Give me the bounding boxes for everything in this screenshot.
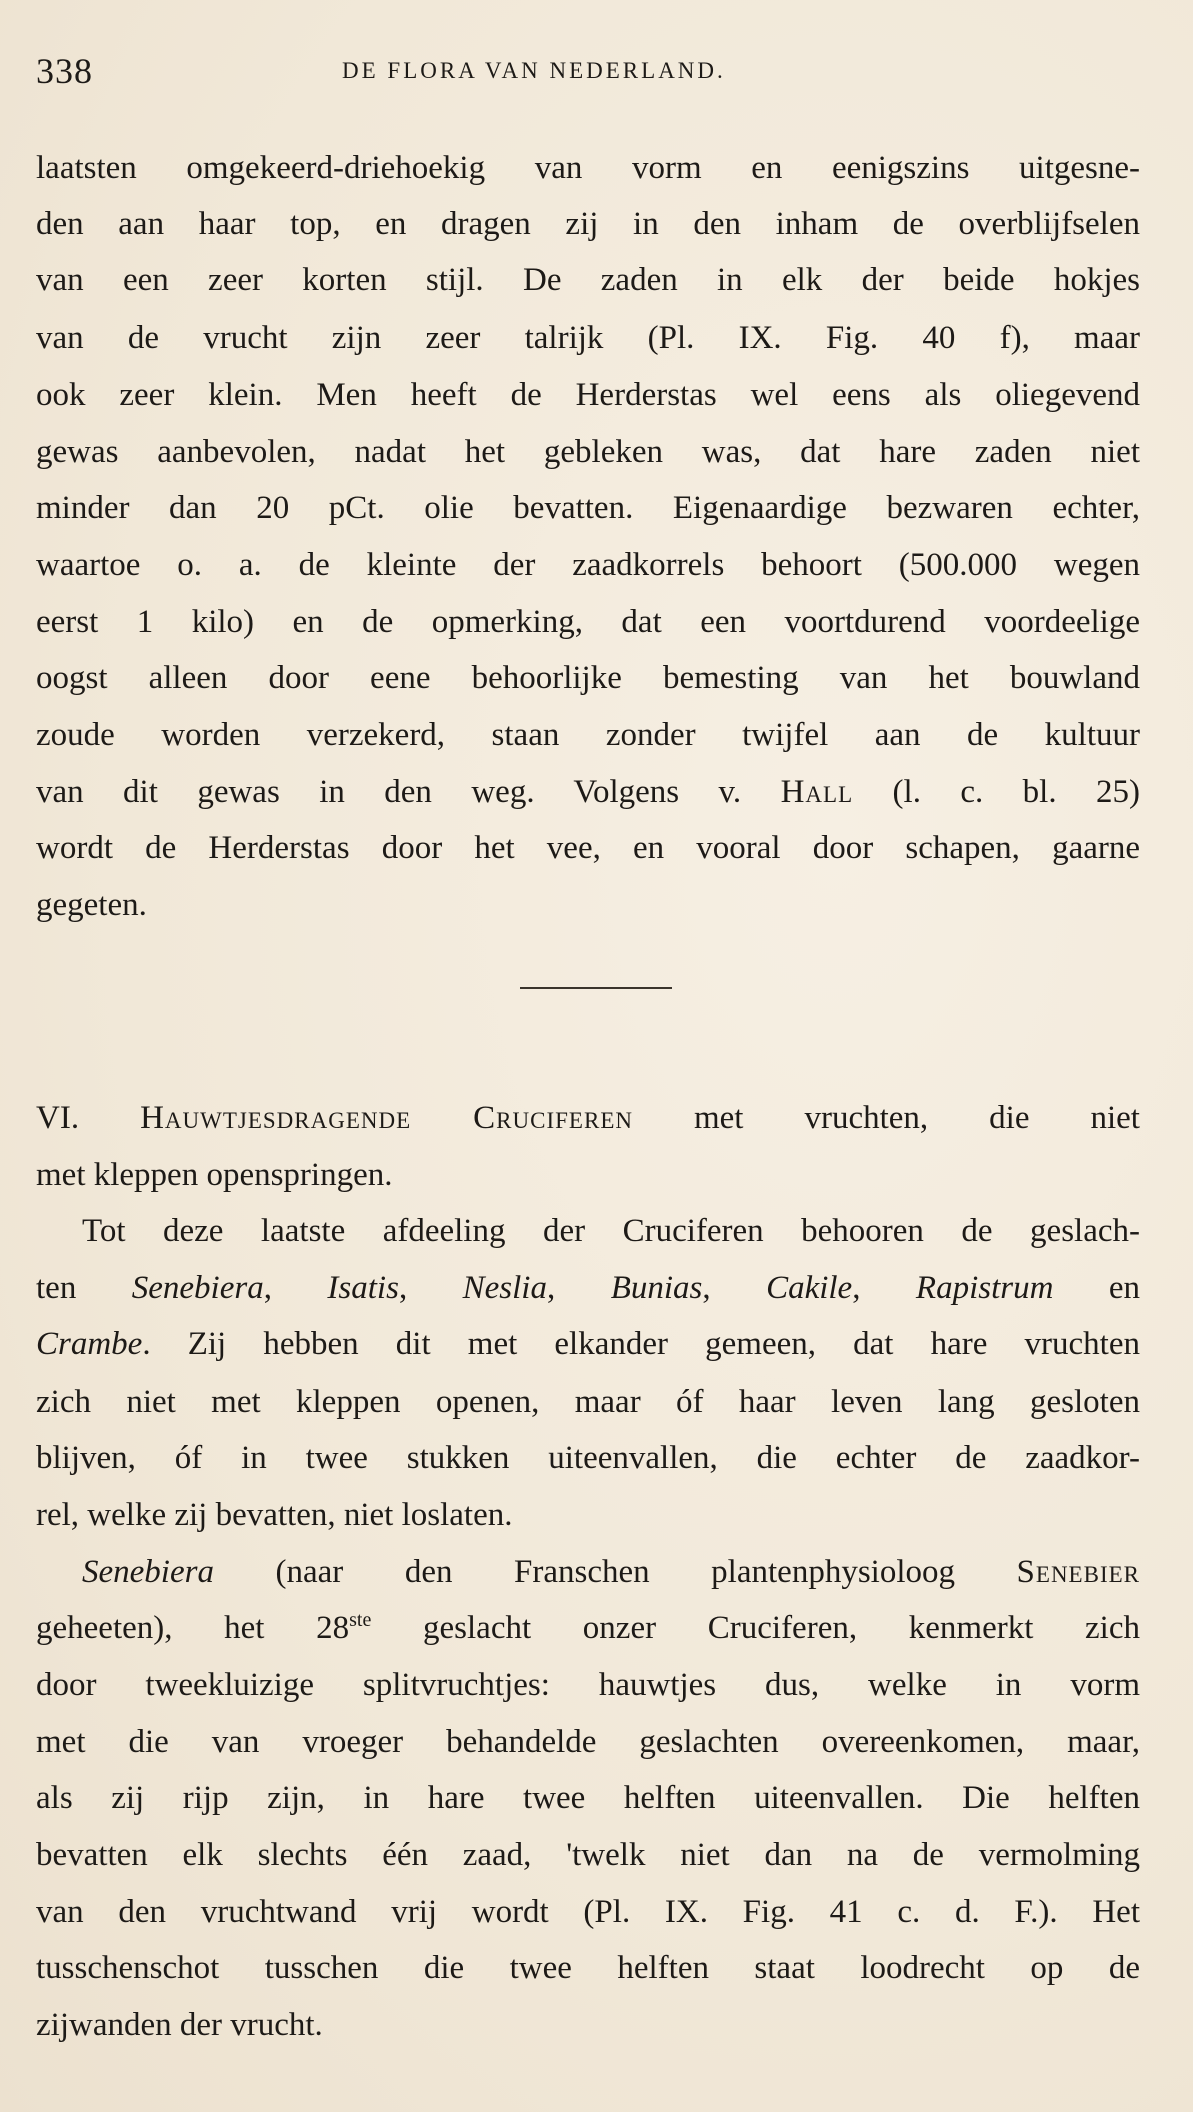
- section-divider: [520, 987, 672, 989]
- text-line: als zij rijp zijn, in hare twee helften uiteenvallen. Die helften: [36, 1780, 1140, 1816]
- text-span: (l. c. bl. 25): [853, 774, 1140, 810]
- text-span: (naar den Franschen plantenphysioloog: [213, 1554, 1017, 1590]
- text-line: oogst alleen door eene behoorlijke bemesting van het bouwland: [36, 660, 1140, 696]
- running-head: [36, 50, 1140, 100]
- genus-name: Neslia: [462, 1270, 547, 1306]
- text-line: tusschenschot tusschen die twee helften staat loodrecht op de: [36, 1950, 1140, 1986]
- genus-name: Bunias: [610, 1270, 703, 1306]
- running-title: DE FLORA VAN NEDERLAND.: [342, 58, 726, 83]
- text-span: ten: [36, 1270, 132, 1306]
- text-line: eerst 1 kilo) en de opmerking, dat een voortdurend voordeelige: [36, 604, 1140, 640]
- text-line: ten Senebiera, Isatis, Neslia, Bunias, Cakile, Rapistrum en: [36, 1270, 1141, 1306]
- ordinal-suffix: ste: [349, 1609, 372, 1631]
- text-line: met kleppen openspringen.: [36, 1157, 393, 1193]
- text-span: geslacht onzer Cruciferen, kenmerkt zich: [371, 1610, 1140, 1646]
- text-line: zijwanden der vrucht.: [36, 2007, 323, 2043]
- text-line: gewas aanbevolen, nadat het gebleken was, dat hare zaden niet: [36, 434, 1140, 470]
- genus-name: Senebiera: [131, 1270, 264, 1306]
- section-numeral: VI.: [36, 1100, 141, 1136]
- text-span: . Zij hebben dit met elkander gemeen, dat hare vruchten: [142, 1326, 1140, 1362]
- section-title: Hauwtjesdragende Cruciferen: [140, 1100, 633, 1136]
- text-line: ook zeer klein. Men heeft de Herderstas wel eens als oliegevend: [36, 377, 1140, 413]
- text-line: waartoe o. a. de kleinte der zaadkorrels behoort (500.000 wegen: [36, 547, 1140, 583]
- author-name: Senebier: [1016, 1554, 1140, 1590]
- text-line: laatsten omgekeerd-driehoekig van vorm en eenigszins uitgesne-: [36, 150, 1140, 186]
- genus-name: Senebiera: [82, 1554, 214, 1590]
- text-line: met die van vroeger behandelde geslachten overeenkomen, maar,: [36, 1724, 1140, 1760]
- text-line: minder dan 20 pCt. olie bevatten. Eigenaardige bezwaren echter,: [36, 490, 1140, 526]
- text-line: door tweekluizige splitvruchtjes: hauwtjes dus, welke in vorm: [36, 1667, 1140, 1703]
- text-line: van een zeer korten stijl. De zaden in elk der beide hokjes: [36, 262, 1140, 298]
- page-number: 338: [36, 51, 93, 91]
- text-line: Tot deze laatste afdeeling der Cruciferen behooren de geslach-: [82, 1213, 1140, 1249]
- section-heading: [36, 1096, 1140, 1140]
- text-span: met vruchten, die niet: [632, 1100, 1140, 1136]
- text-line: gegeten.: [36, 887, 147, 923]
- text-span: geheeten), het 28: [36, 1610, 350, 1646]
- text-line: van de vrucht zijn zeer talrijk (Pl. IX. Fig. 40 f), maar: [36, 320, 1140, 356]
- text-line: van den vruchtwand vrij wordt (Pl. IX. Fig. 41 c. d. F.). Het: [36, 1894, 1140, 1930]
- text-span: en: [1053, 1270, 1141, 1306]
- text-line: [36, 1606, 1140, 1650]
- genus-name: Rapistrum: [915, 1270, 1054, 1306]
- text-line: [36, 1550, 1140, 1594]
- genus-name: Cakile: [766, 1270, 853, 1306]
- text-line: den aan haar top, en dragen zij in den inham de overblijfselen: [36, 206, 1140, 242]
- genus-name: Crambe: [36, 1326, 143, 1362]
- text-line: bevatten elk slechts één zaad, 'twelk niet dan na de vermolming: [36, 1837, 1140, 1873]
- genus-name: Isatis: [327, 1270, 399, 1306]
- text-line: [36, 1322, 1140, 1366]
- text-line: blijven, óf in twee stukken uiteenvallen, die echter de zaadkor-: [36, 1440, 1140, 1476]
- text-line: rel, welke zij bevatten, niet loslaten.: [36, 1497, 513, 1533]
- text-line: [36, 770, 1140, 814]
- text-line: zich niet met kleppen openen, maar óf haar leven lang gesloten: [36, 1384, 1140, 1420]
- text-line: wordt de Herderstas door het vee, en vooral door schapen, gaarne: [36, 830, 1140, 866]
- author-name: Hall: [780, 774, 854, 810]
- text-span: van dit gewas in den weg. Volgens v.: [36, 774, 781, 810]
- text-line: zoude worden verzekerd, staan zonder twijfel aan de kultuur: [36, 717, 1140, 753]
